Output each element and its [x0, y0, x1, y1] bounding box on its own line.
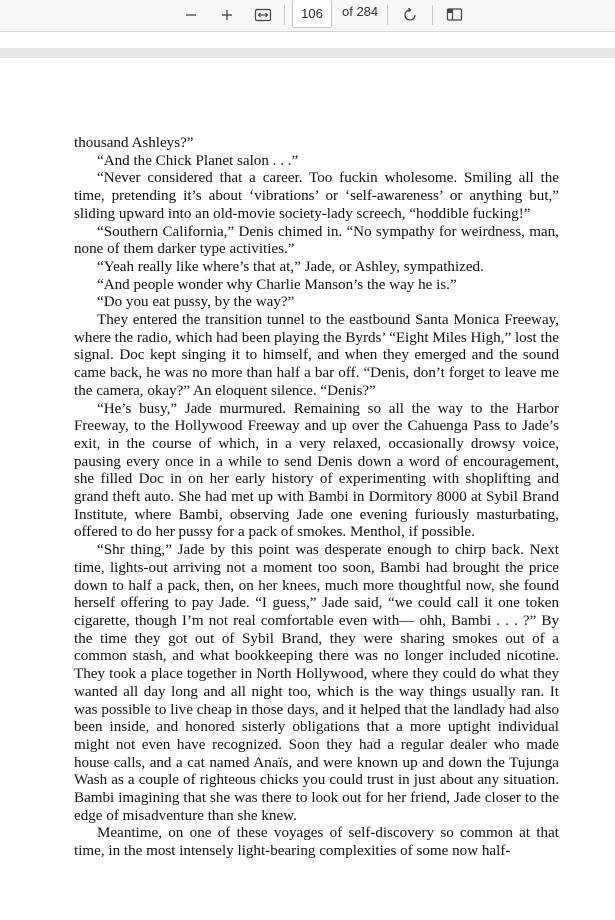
document-page: [0, 58, 615, 920]
page-text: [74, 135, 559, 861]
toolbar-divider: [284, 5, 285, 25]
zoom-in-button[interactable]: [213, 2, 241, 28]
paragraph: “Never considered that a career. Too fuckin wholesome. Smiling all the time, pretending it’s about ‘vibrations’ or ‘self-awareness’ or anything but,” sliding upward into an old-movie society-lady screech, “hoddible fucking!”: [74, 170, 559, 222]
zoom-out-button[interactable]: [177, 2, 205, 28]
minus-icon: [184, 8, 198, 22]
fit-width-button[interactable]: [249, 2, 277, 28]
page-view-button[interactable]: [441, 2, 469, 28]
rotate-button[interactable]: [396, 2, 424, 28]
toolbar-divider: [387, 5, 388, 25]
paragraph: Meantime, on one of these voyages of self-discovery so common at that time, in the most intensely light-bearing complexities of some now half-: [74, 825, 559, 860]
paragraph: “He’s busy,” Jade murmured. Remaining so all the way to the Harbor Freeway, to the Hollywood Freeway and up over the Cahuenga Pass to Jade’s exit, in the course of which, in a very relaxed, occasionally drowsy voice, pausing every once in a while to send Denis down a word of encouragement, she filled Doc in on her early history of experimenting with shoplifting and grand theft auto. She had met up with Bambi in Dormitory 8000 at Sybil Brand Institute, where Bambi, observing Jade one evening furiously masturbating, offered to do her pussy for a pack of smokes. Menthol, if possible.: [74, 400, 559, 541]
paragraph: “Yeah really like where’s that at,” Jade, or Ashley, sympathized.: [97, 258, 484, 275]
paragraph: thousand Ashleys?”: [74, 135, 194, 151]
page-number-input[interactable]: 106: [292, 0, 332, 28]
paragraph: “And people wonder why Charlie Manson’s the way he is.”: [97, 276, 457, 293]
pdf-toolbar: [0, 0, 615, 32]
page-gap: [0, 48, 615, 58]
paragraph: “And the Chick Planet salon . . .”: [97, 152, 299, 169]
paragraph: “Southern California,” Denis chimed in. “No sympathy for weirdness, man, none of them darker type activities.”: [74, 223, 559, 258]
page-total-label: of 284: [342, 4, 379, 19]
two-page-view-icon: [446, 7, 464, 23]
paragraph: “Shr thing,” Jade by this point was desperate enough to chirp back. Next time, lights-out arriving not a moment too soon, Bambi had brought the price down to half a pack, then, on her knees, much more thoughtful now, she found herself offering to pay Jade. “I guess,” Jade said, “we could call it one token cigarette, though I’m not real comfortable even with— ohh, Bambi . . . ?” By the time they got out of Sybil Brand, they were sharing smokes out of a common stash, and what bookkeeping there was no longer included nicotine. They took a place together in North Hollywood, where they could do what they wanted all day long and all night too, which is the way things usually ran. It was possible to live cheap in those days, and it helped that the landlady had also been inside, and honored sisterly obligations that a more uptight individual might not even have recognized. Soon they had a regular dealer who made house calls, and a cat named Anaïs, and were known up and down the Tujunga Wash as a couple of righteous chicks you could trust in just about any situation. Bambi imagining that she was there to look out for her friend, Jade closer to the edge of misadventure than she knew.: [74, 542, 559, 824]
paragraph: They entered the transition tunnel to the eastbound Santa Monica Freeway, where the radio, which had been playing the Byrds’ “Eight Miles High,” lost the signal. Doc kept singing it to himself, and when they emerged and the sound came back, he was no more than half a bar off. “Denis, don’t forget to leave me the camera, okay?” An eloquent silence. “Denis?”: [74, 312, 559, 399]
toolbar-divider: [432, 5, 433, 25]
fit-width-icon: [254, 8, 272, 22]
plus-icon: [220, 8, 234, 22]
paragraph: “Do you eat pussy, by the way?”: [97, 294, 295, 311]
rotate-icon: [401, 6, 419, 24]
